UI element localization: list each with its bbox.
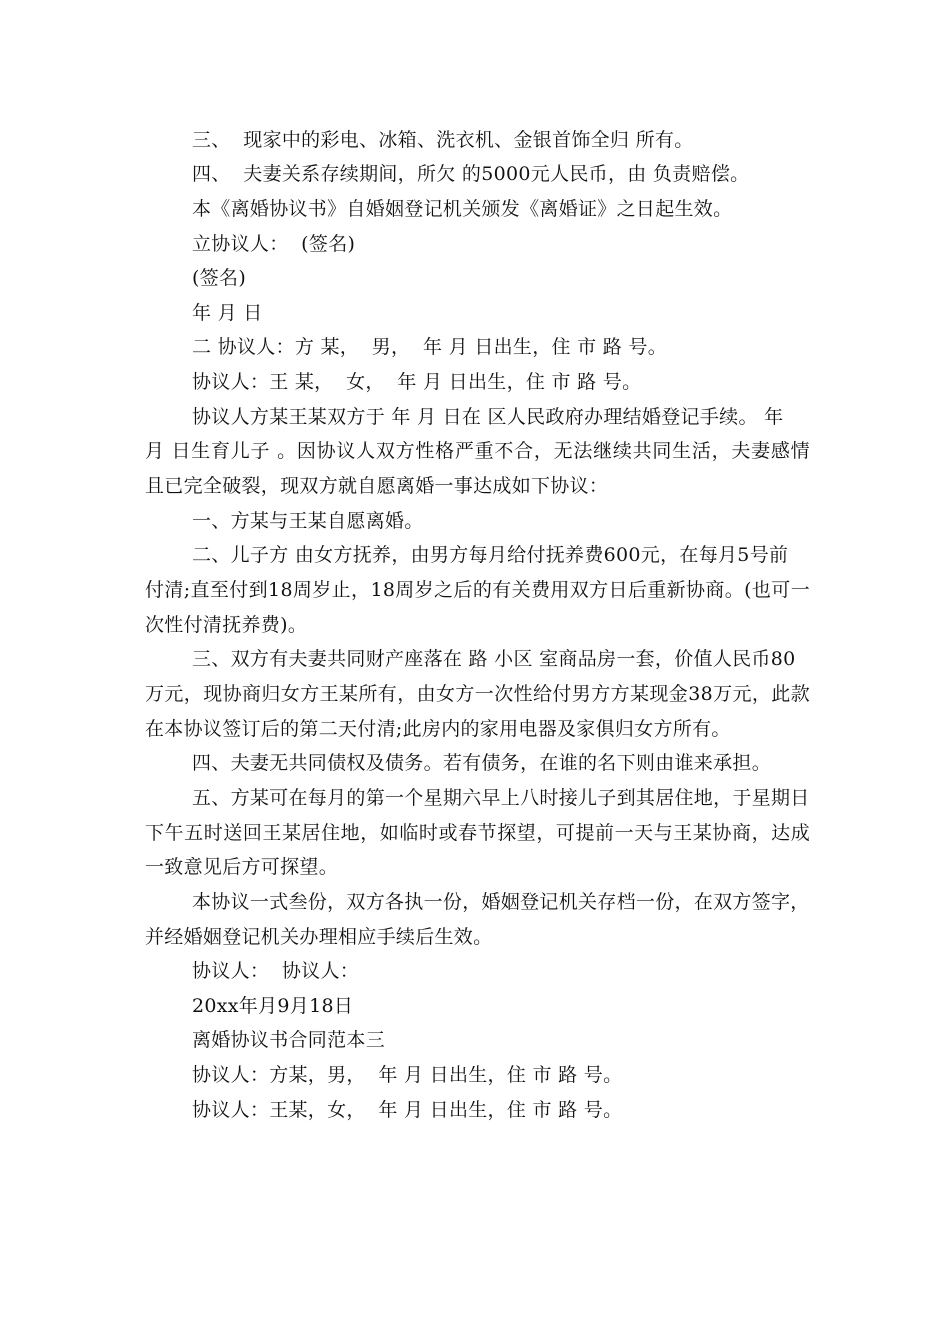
text-line: 三、 现家中的彩电、冰箱、洗衣机、金银首饰全归 所有。	[192, 129, 694, 151]
text-line: 下午五时送回王某居住地，如临时或春节探望，可提前一天与王某协商，达成	[145, 822, 810, 844]
text-line: 次性付清抚养费)。	[145, 614, 308, 636]
text-line: 离婚协议书合同范本三	[192, 1029, 386, 1051]
text-line: 四、夫妻无共同债权及债务。若有债务，在谁的名下则由谁来承担。	[192, 752, 772, 774]
text-line: 且已完全破裂，现双方就自愿离婚一事达成如下协议：	[145, 475, 609, 497]
text-line: 一、方某与王某自愿离婚。	[192, 510, 424, 532]
text-line: 二 协议人：方 某， 男， 年 月 日出生，住 市 路 号。	[192, 336, 668, 358]
text-line: 四、 夫妻关系存续期间，所欠 的5000元人民币，由 负责赔偿。	[192, 163, 750, 185]
text-line: 五、方某可在每月的第一个星期六早上八时接儿子到其居住地，于星期日	[192, 787, 810, 809]
text-line: 并经婚姻登记机关办理相应手续后生效。	[145, 926, 493, 948]
text-line: (签名)	[192, 267, 247, 289]
text-line: 协议人：王 某， 女， 年 月 日出生，住 市 路 号。	[192, 371, 642, 393]
text-line: 月 日生育儿子 。因协议人双方性格严重不合，无法继续共同生活，夫妻感情	[145, 440, 810, 462]
text-line: 协议人方某王某双方于 年 月 日在 区人民政府办理结婚登记手续。 年	[192, 406, 784, 428]
text-line: 协议人：方某，男， 年 月 日出生，住 市 路 号。	[192, 1064, 623, 1086]
text-line: 本协议一式叁份，双方各执一份，婚姻登记机关存档一份，在双方签字，	[192, 891, 810, 913]
text-line: 在本协议签订后的第二天付清;此房内的家用电器及家俱归女方所有。	[145, 718, 731, 740]
text-line: 万元，现协商归女方王某所有，由女方一次性给付男方方某现金38万元，此款	[145, 683, 810, 705]
text-line: 二、儿子方 由女方抚养，由男方每月给付抚养费600元，在每月5号前	[192, 544, 789, 566]
text-line: 年 月 日	[192, 302, 263, 324]
text-line: 立协议人： (签名)	[192, 233, 356, 255]
text-line: 本《离婚协议书》自婚姻登记机关颁发《离婚证》之日起生效。	[192, 198, 733, 220]
text-line: 协议人： 协议人：	[192, 960, 360, 982]
text-line: 一致意见后方可探望。	[145, 856, 339, 878]
text-line: 协议人：王某，女， 年 月 日出生，住 市 路 号。	[192, 1099, 623, 1121]
text-line: 20xx年月9月18日	[192, 995, 354, 1017]
text-line: 三、双方有夫妻共同财产座落在 路 小区 室商品房一套，价值人民币80	[192, 648, 796, 670]
text-line: 付清;直至付到18周岁止，18周岁之后的有关费用双方日后重新协商。(也可一	[145, 579, 810, 601]
